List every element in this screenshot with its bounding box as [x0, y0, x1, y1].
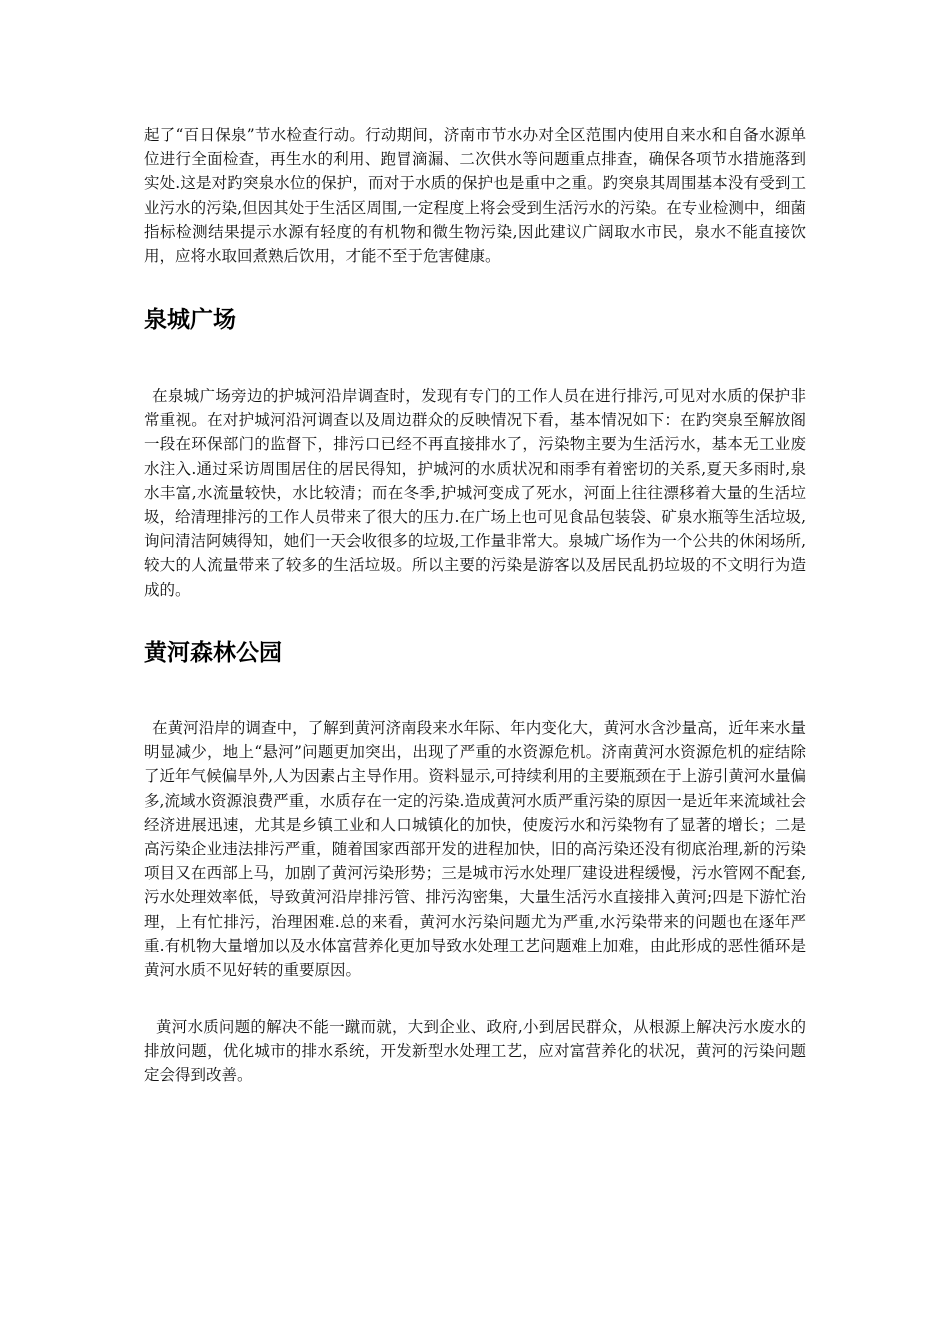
section-paragraph-yellow-river-survey: 在黄河沿岸的调查中，了解到黄河济南段来水年际、年内变化大，黄河水含沙量高，近年来水量明显减少，地上“悬河”问题更加突出，出现了严重的水资源危机。济南黄河水资源危机的症结除了近年气候偏旱外,人为因素占主导作用。资料显示,可持续利用的主要瓶颈在于上游引黄河水量偏多,流域水资源浪费严重，水质存在一定的污染.造成黄河水质严重污染的原因一是近年来流域社会经济进展迅速，尤其是乡镇工业和人口城镇化的加快，使废污水和污染物有了显著的增长；二是高污染企业违法排污严重，随着国家西部开发的进程加快，旧的高污染还没有彻底治理,新的污染项目又在西部上马，加剧了黄河污染形势；三是城市污水处理厂建设进程缓慢，污水管网不配套,污水处理效率低，导致黄河沿岸排污管、排污沟密集，大量生活污水直接排入黄河;四是下游忙治理，上有忙排污，治理困难.总的来看，黄河水污染问题尤为严重,水污染带来的问题也在逐年严重.有机物大量增加以及水体富营养化更加导致水处理工艺问题难上加难，由此形成的恶性循环是黄河水质不见好转的重要原因。 [144, 719, 806, 980]
section-paragraph-yellow-river-solution: 黄河水质问题的解决不能一蹴而就，大到企业、政府,小到居民群众，从根源上解决污水废水的排放问题，优化城市的排水系统，开发新型水处理工艺，应对富营养化的状况，黄河的污染问题定会得到改善。 [144, 1018, 806, 1085]
section-heading-quancheng-square: 泉城广场 [144, 307, 236, 333]
intro-paragraph: 起了“百日保泉”节水检查行动。行动期间，济南市节水办对全区范围内使用自来水和自备水源单位进行全面检查，再生水的利用、跑冒滴漏、二次供水等问题重点排查，确保各项节水措施落到实处.这是对趵突泉水位的保护，而对于水质的保护也是重中之重。趵突泉其周围基本没有受到工业污水的污染,但因其处于生活区周围,一定程度上将会受到生活污水的污染。在专业检测中，细菌指标检测结果提示水源有轻度的有机物和微生物污染,因此建议广阔取水市民，泉水不能直接饮用，应将水取回煮熟后饮用，才能不至于危害健康。 [144, 126, 806, 266]
section-heading-yellow-river-forest-park: 黄河森林公园 [144, 640, 282, 666]
section-paragraph-quancheng-square: 在泉城广场旁边的护城河沿岸调查时，发现有专门的工作人员在进行排污,可见对水质的保护非常重视。在对护城河沿河调查以及周边群众的反映情况下看，基本情况如下：在趵突泉至解放阁一段在环保部门的监督下，排污口已经不再直接排水了，污染物主要为生活污水，基本无工业废水注入.通过采访周围居住的居民得知，护城河的水质状况和雨季有着密切的关系,夏天多雨时,泉水丰富,水流量较快，水比较清；而在冬季,护城河变成了死水，河面上往往漂移着大量的生活垃圾，给清理排污的工作人员带来了很大的压力.在广场上也可见食品包装袋、矿泉水瓶等生活垃圾,询问清洁阿姨得知，她们一天会收很多的垃圾,工作量非常大。泉城广场作为一个公共的休闲场所,较大的人流量带来了较多的生活垃圾。所以主要的污染是游客以及居民乱扔垃圾的不文明行为造成的。 [144, 387, 806, 599]
